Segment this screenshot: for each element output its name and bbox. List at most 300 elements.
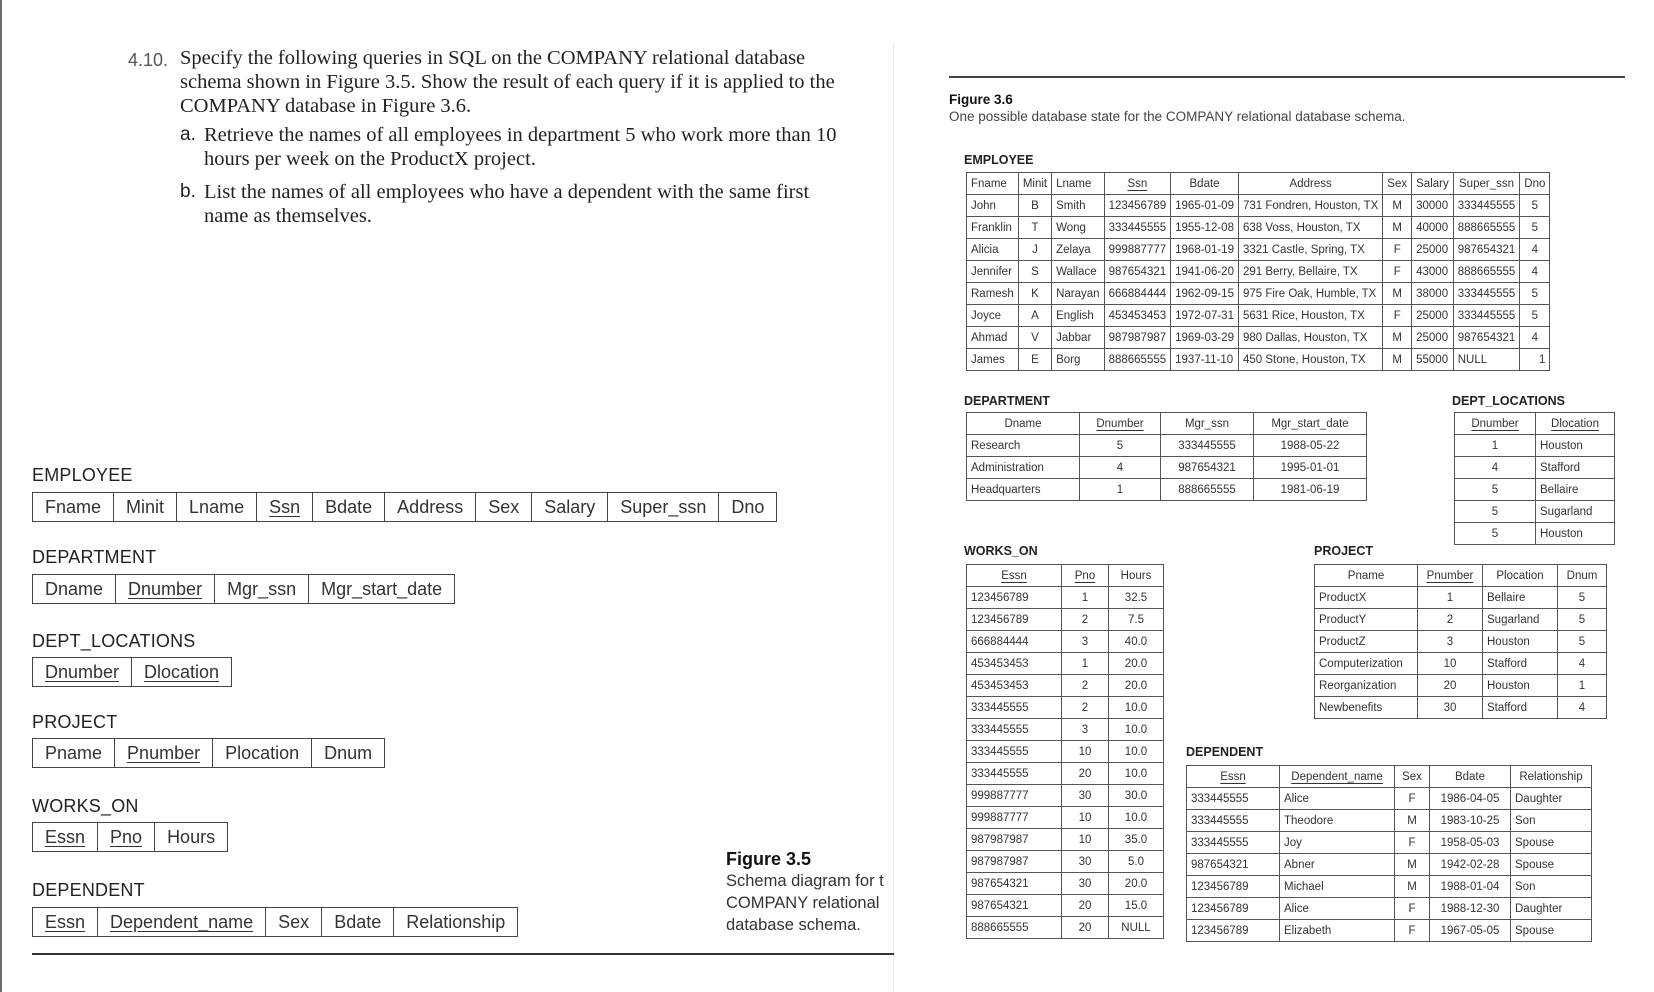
table-header-row bbox=[1187, 766, 1592, 788]
schema-attr: Dnum bbox=[324, 742, 373, 763]
column-header: Essn bbox=[967, 565, 1062, 587]
table-cell: Alice bbox=[1280, 898, 1395, 920]
table-cell: NULL bbox=[1109, 917, 1164, 939]
table-header-row bbox=[967, 413, 1367, 435]
table-cell: 25000 bbox=[1412, 239, 1454, 261]
table-cell: 888665555 bbox=[967, 917, 1062, 939]
table-row bbox=[1315, 653, 1607, 675]
column-header: Essn bbox=[1187, 766, 1280, 788]
schema-key-attr: Pno bbox=[98, 823, 155, 851]
table-row bbox=[967, 435, 1367, 457]
table-cell: 888665555 bbox=[1104, 349, 1171, 371]
table-cell: 888665555 bbox=[1161, 479, 1254, 501]
table-row bbox=[967, 305, 1550, 327]
exercise-item-text: Retrieve the names of all employees in department 5 who work more than 10 hours per week on the ProductX project. bbox=[204, 124, 837, 170]
figure-rule bbox=[32, 953, 894, 955]
table-cell: 2 bbox=[1062, 697, 1109, 719]
table-cell: 333445555 bbox=[1453, 283, 1520, 305]
table-cell: 1995-01-01 bbox=[1254, 457, 1367, 479]
table-cell: 638 Voss, Houston, TX bbox=[1238, 217, 1382, 239]
table-cell: 20.0 bbox=[1109, 873, 1164, 895]
figure-3-5-caption bbox=[726, 848, 896, 936]
table-cell: 20 bbox=[1062, 895, 1109, 917]
table-cell: 1969-03-29 bbox=[1171, 327, 1239, 349]
table-cell: 333445555 bbox=[967, 741, 1062, 763]
schema-attr: Bdate bbox=[313, 493, 385, 521]
schema-attr: Lname bbox=[177, 493, 257, 521]
table-cell: 666884444 bbox=[967, 631, 1062, 653]
table-cell: NULL bbox=[1453, 349, 1520, 371]
table-cell: 4 bbox=[1520, 261, 1550, 283]
column-header: Dnumber bbox=[1455, 413, 1536, 435]
table-cell: 987987987 bbox=[967, 829, 1062, 851]
schema-dept-locations-title: DEPT_LOCATIONS bbox=[32, 631, 196, 651]
column-header: Dname bbox=[967, 413, 1080, 435]
department-table-title: DEPARTMENT bbox=[964, 394, 1050, 408]
table-row bbox=[967, 609, 1164, 631]
table-row bbox=[967, 479, 1367, 501]
schema-attr: Dname bbox=[33, 575, 116, 603]
caption-line: Schema diagram for t bbox=[726, 872, 884, 890]
dependent-table bbox=[1186, 765, 1592, 942]
table-row bbox=[1315, 697, 1607, 719]
table-row bbox=[1187, 810, 1592, 832]
table-cell: 30 bbox=[1062, 873, 1109, 895]
figure-title: Figure 3.5 bbox=[726, 849, 812, 869]
table-cell: Research bbox=[967, 435, 1080, 457]
table-cell: 1 bbox=[1080, 479, 1161, 501]
table-cell: 4 bbox=[1558, 697, 1607, 719]
table-cell: 1958-05-03 bbox=[1430, 832, 1511, 854]
table-cell: 7.5 bbox=[1109, 609, 1164, 631]
table-header-row bbox=[967, 173, 1550, 195]
table-cell: 987654321 bbox=[967, 895, 1062, 917]
column-header: Sex bbox=[1395, 766, 1430, 788]
table-row bbox=[967, 349, 1550, 371]
table-cell: M bbox=[1383, 195, 1412, 217]
column-header: Dependent_name bbox=[1280, 766, 1395, 788]
table-cell: 15.0 bbox=[1109, 895, 1164, 917]
table-cell: Wallace bbox=[1052, 261, 1104, 283]
table-cell: Joyce bbox=[967, 305, 1019, 327]
schema-project-title: PROJECT bbox=[32, 712, 118, 732]
table-row bbox=[1455, 501, 1615, 523]
table-cell: John bbox=[967, 195, 1019, 217]
table-row bbox=[967, 785, 1164, 807]
column-header: Pnumber bbox=[1418, 565, 1483, 587]
table-cell: Stafford bbox=[1483, 697, 1558, 719]
column-header: Plocation bbox=[1483, 565, 1558, 587]
schema-works-on-title: WORKS_ON bbox=[32, 796, 139, 816]
table-cell: 980 Dallas, Houston, TX bbox=[1238, 327, 1382, 349]
table-row bbox=[967, 195, 1550, 217]
table-cell: Daughter bbox=[1511, 788, 1592, 810]
column-header: Salary bbox=[1412, 173, 1454, 195]
table-row bbox=[1455, 479, 1615, 501]
table-cell: 453453453 bbox=[1104, 305, 1171, 327]
table-cell: A bbox=[1018, 305, 1051, 327]
table-cell: Jabbar bbox=[1052, 327, 1104, 349]
table-row bbox=[967, 807, 1164, 829]
table-cell: 333445555 bbox=[967, 697, 1062, 719]
table-cell: 5 bbox=[1558, 631, 1607, 653]
project-table-title: PROJECT bbox=[1314, 544, 1374, 558]
table-cell: Son bbox=[1511, 810, 1592, 832]
schema-attr: Mgr_ssn bbox=[215, 575, 309, 603]
table-cell: 5 bbox=[1520, 283, 1550, 305]
schema-attr: Address bbox=[385, 493, 476, 521]
table-cell: James bbox=[967, 349, 1019, 371]
table-cell: 987654321 bbox=[1161, 457, 1254, 479]
column-header: Mgr_ssn bbox=[1161, 413, 1254, 435]
table-cell: 4 bbox=[1520, 239, 1550, 261]
table-cell: 5 bbox=[1455, 479, 1536, 501]
schema-key-attr: Essn bbox=[33, 908, 98, 936]
table-cell: Zelaya bbox=[1052, 239, 1104, 261]
table-cell: 1962-09-15 bbox=[1171, 283, 1239, 305]
table-cell: 20 bbox=[1062, 763, 1109, 785]
table-cell: ProductX bbox=[1315, 587, 1418, 609]
schema-works-on bbox=[32, 822, 228, 852]
schema-attr: Mgr_start_date bbox=[321, 578, 443, 599]
column-header: Bdate bbox=[1430, 766, 1511, 788]
schema-key-attr: Essn bbox=[33, 823, 98, 851]
column-header: Relationship bbox=[1511, 766, 1592, 788]
table-cell: M bbox=[1383, 349, 1412, 371]
table-cell: F bbox=[1383, 239, 1412, 261]
column-header: Super_ssn bbox=[1453, 173, 1520, 195]
schema-project bbox=[32, 738, 385, 768]
table-cell: E bbox=[1018, 349, 1051, 371]
table-cell: Administration bbox=[967, 457, 1080, 479]
table-cell: 30 bbox=[1062, 785, 1109, 807]
table-row bbox=[1187, 920, 1592, 942]
table-cell: 333445555 bbox=[1104, 217, 1171, 239]
table-cell: M bbox=[1383, 283, 1412, 305]
table-cell: 20 bbox=[1418, 675, 1483, 697]
table-cell: Spouse bbox=[1511, 854, 1592, 876]
table-cell: V bbox=[1018, 327, 1051, 349]
table-cell: 3321 Castle, Spring, TX bbox=[1238, 239, 1382, 261]
table-cell: 20.0 bbox=[1109, 653, 1164, 675]
table-cell: 333445555 bbox=[1453, 195, 1520, 217]
column-header: Address bbox=[1238, 173, 1382, 195]
table-row bbox=[1187, 854, 1592, 876]
table-row bbox=[967, 829, 1164, 851]
table-cell: 30 bbox=[1062, 851, 1109, 873]
table-cell: 10 bbox=[1062, 807, 1109, 829]
table-cell: 1 bbox=[1455, 435, 1536, 457]
table-cell: 10 bbox=[1062, 741, 1109, 763]
table-cell: Daughter bbox=[1511, 898, 1592, 920]
table-cell: 999887777 bbox=[967, 807, 1062, 829]
table-cell: 2 bbox=[1062, 675, 1109, 697]
column-header: Hours bbox=[1109, 565, 1164, 587]
exercise-item-label: b. bbox=[180, 181, 196, 202]
table-cell: Theodore bbox=[1280, 810, 1395, 832]
table-cell: 20.0 bbox=[1109, 675, 1164, 697]
table-cell: Ahmad bbox=[967, 327, 1019, 349]
table-cell: 888665555 bbox=[1453, 217, 1520, 239]
schema-department bbox=[32, 574, 455, 604]
table-cell: 1 bbox=[1062, 587, 1109, 609]
schema-employee bbox=[32, 492, 777, 522]
dept-locations-table-title: DEPT_LOCATIONS bbox=[1452, 394, 1565, 408]
table-cell: 5 bbox=[1520, 195, 1550, 217]
table-cell: Franklin bbox=[967, 217, 1019, 239]
table-row bbox=[1455, 457, 1615, 479]
table-cell: Joy bbox=[1280, 832, 1395, 854]
table-cell: Sugarland bbox=[1483, 609, 1558, 631]
column-header: Dnumber bbox=[1080, 413, 1161, 435]
exercise-intro: Specify the following queries in SQL on the COMPANY relational database schema shown in Figure 3.5. Show the result of each query if it is applied to the COMPANY database in Figure 3.6. bbox=[180, 47, 835, 117]
table-cell: Alicia bbox=[967, 239, 1019, 261]
figure-caption: One possible database state for the COMPANY relational database schema. bbox=[949, 109, 1406, 124]
table-cell: 1967-05-05 bbox=[1430, 920, 1511, 942]
table-cell: Sugarland bbox=[1536, 501, 1615, 523]
table-cell: 291 Berry, Bellaire, TX bbox=[1238, 261, 1382, 283]
table-cell: Newbenefits bbox=[1315, 697, 1418, 719]
table-row bbox=[967, 653, 1164, 675]
table-cell: 123456789 bbox=[1187, 898, 1280, 920]
table-cell: 10 bbox=[1418, 653, 1483, 675]
table-row bbox=[967, 239, 1550, 261]
table-cell: Smith bbox=[1052, 195, 1104, 217]
table-cell: Michael bbox=[1280, 876, 1395, 898]
table-row bbox=[967, 457, 1367, 479]
table-cell: 333445555 bbox=[1187, 788, 1280, 810]
table-cell: F bbox=[1395, 898, 1430, 920]
table-cell: 1942-02-28 bbox=[1430, 854, 1511, 876]
schema-dept-locations bbox=[32, 657, 232, 687]
table-cell: 123456789 bbox=[1187, 876, 1280, 898]
table-row bbox=[1315, 587, 1607, 609]
table-cell: 666884444 bbox=[1104, 283, 1171, 305]
table-cell: 5 bbox=[1455, 501, 1536, 523]
column-header: Minit bbox=[1018, 173, 1051, 195]
exercise-item-label: a. bbox=[180, 124, 196, 145]
table-cell: 987654321 bbox=[967, 873, 1062, 895]
table-row bbox=[1187, 876, 1592, 898]
table-cell: 43000 bbox=[1412, 261, 1454, 283]
table-cell: 987654321 bbox=[1104, 261, 1171, 283]
table-cell: Houston bbox=[1536, 435, 1615, 457]
column-header: Fname bbox=[967, 173, 1019, 195]
table-cell: 38000 bbox=[1412, 283, 1454, 305]
table-cell: Spouse bbox=[1511, 920, 1592, 942]
table-cell: K bbox=[1018, 283, 1051, 305]
table-cell: M bbox=[1383, 217, 1412, 239]
table-row bbox=[1315, 675, 1607, 697]
table-cell: 123456789 bbox=[1187, 920, 1280, 942]
column-header: Bdate bbox=[1171, 173, 1239, 195]
table-cell: 987987987 bbox=[1104, 327, 1171, 349]
table-row bbox=[967, 261, 1550, 283]
table-cell: 5.0 bbox=[1109, 851, 1164, 873]
table-cell: 975 Fire Oak, Humble, TX bbox=[1238, 283, 1382, 305]
table-cell: M bbox=[1395, 876, 1430, 898]
table-cell: 10.0 bbox=[1109, 719, 1164, 741]
table-cell: English bbox=[1052, 305, 1104, 327]
table-cell: 5 bbox=[1080, 435, 1161, 457]
table-row bbox=[1315, 609, 1607, 631]
schema-attr: Plocation bbox=[213, 739, 312, 767]
table-cell: 999887777 bbox=[967, 785, 1062, 807]
schema-dependent-title: DEPENDENT bbox=[32, 880, 145, 900]
table-cell: F bbox=[1395, 788, 1430, 810]
figure-rule bbox=[949, 76, 1625, 78]
column-header: Dlocation bbox=[1536, 413, 1615, 435]
schema-dependent bbox=[32, 907, 518, 937]
table-row bbox=[1455, 435, 1615, 457]
exercise-number: 4.10. bbox=[128, 50, 169, 70]
schema-attr: Bdate bbox=[322, 908, 394, 936]
table-cell: 10.0 bbox=[1109, 807, 1164, 829]
table-cell: 731 Fondren, Houston, TX bbox=[1238, 195, 1382, 217]
schema-key-attr: Dependent_name bbox=[98, 908, 266, 936]
department-table bbox=[966, 412, 1367, 501]
table-cell: Ramesh bbox=[967, 283, 1019, 305]
table-cell: Stafford bbox=[1536, 457, 1615, 479]
table-cell: 1955-12-08 bbox=[1171, 217, 1239, 239]
table-row bbox=[967, 895, 1164, 917]
table-cell: 987654321 bbox=[1453, 327, 1520, 349]
table-row bbox=[967, 587, 1164, 609]
table-row bbox=[967, 719, 1164, 741]
table-cell: 1988-01-04 bbox=[1430, 876, 1511, 898]
works-on-table bbox=[966, 564, 1164, 939]
table-cell: 1972-07-31 bbox=[1171, 305, 1239, 327]
table-cell: F bbox=[1395, 832, 1430, 854]
schema-attr: Relationship bbox=[406, 911, 506, 932]
table-cell: B bbox=[1018, 195, 1051, 217]
table-cell: 4 bbox=[1455, 457, 1536, 479]
table-cell: ProductZ bbox=[1315, 631, 1418, 653]
table-cell: 5 bbox=[1558, 609, 1607, 631]
table-cell: 30 bbox=[1418, 697, 1483, 719]
table-cell: Alice bbox=[1280, 788, 1395, 810]
table-cell: 333445555 bbox=[1187, 832, 1280, 854]
table-row bbox=[967, 283, 1550, 305]
table-cell: 40.0 bbox=[1109, 631, 1164, 653]
schema-attr: Fname bbox=[33, 493, 114, 521]
table-cell: 20 bbox=[1062, 917, 1109, 939]
exercise-item-text: List the names of all employees who have a dependent with the same first name as themselves. bbox=[204, 181, 810, 227]
table-cell: 123456789 bbox=[1104, 195, 1171, 217]
table-cell: 1965-01-09 bbox=[1171, 195, 1239, 217]
schema-key-attr: Ssn bbox=[257, 493, 313, 521]
figure-title: Figure 3.6 bbox=[949, 92, 1013, 107]
project-table bbox=[1314, 564, 1607, 719]
table-cell: 333445555 bbox=[1161, 435, 1254, 457]
dept-locations-table bbox=[1454, 412, 1615, 545]
column-header: Ssn bbox=[1104, 173, 1171, 195]
schema-attr: Sex bbox=[266, 908, 322, 936]
table-cell: 1 bbox=[1558, 675, 1607, 697]
table-cell: Houston bbox=[1536, 523, 1615, 545]
table-cell: M bbox=[1395, 810, 1430, 832]
table-cell: 1988-05-22 bbox=[1254, 435, 1367, 457]
schema-attr: Hours bbox=[167, 826, 216, 847]
table-cell: 888665555 bbox=[1453, 261, 1520, 283]
schema-attr: Sex bbox=[476, 493, 532, 521]
schema-attr: Minit bbox=[114, 493, 177, 521]
table-cell: 40000 bbox=[1412, 217, 1454, 239]
table-cell: 123456789 bbox=[967, 609, 1062, 631]
table-cell: 333445555 bbox=[1453, 305, 1520, 327]
table-row bbox=[1187, 832, 1592, 854]
table-row bbox=[967, 873, 1164, 895]
table-cell: 4 bbox=[1558, 653, 1607, 675]
column-header: Dno bbox=[1520, 173, 1550, 195]
table-cell: F bbox=[1383, 305, 1412, 327]
table-cell: 10.0 bbox=[1109, 697, 1164, 719]
table-cell: 333445555 bbox=[967, 763, 1062, 785]
table-cell: 1986-04-05 bbox=[1430, 788, 1511, 810]
table-cell: 3 bbox=[1418, 631, 1483, 653]
table-cell: 3 bbox=[1062, 719, 1109, 741]
schema-key-attr: Dnumber bbox=[33, 658, 132, 686]
schema-attr: Salary bbox=[532, 493, 608, 521]
table-cell: M bbox=[1383, 327, 1412, 349]
table-cell: J bbox=[1018, 239, 1051, 261]
table-cell: 3 bbox=[1062, 631, 1109, 653]
table-cell: 55000 bbox=[1412, 349, 1454, 371]
schema-attr: Dno bbox=[731, 496, 765, 517]
dependent-table-title: DEPENDENT bbox=[1186, 745, 1264, 759]
table-cell: 1 bbox=[1520, 349, 1550, 371]
table-cell: Abner bbox=[1280, 854, 1395, 876]
table-cell: 30.0 bbox=[1109, 785, 1164, 807]
table-cell: 453453453 bbox=[967, 675, 1062, 697]
table-cell: 1 bbox=[1418, 587, 1483, 609]
column-header: Sex bbox=[1383, 173, 1412, 195]
table-header-row bbox=[967, 565, 1164, 587]
table-cell: 25000 bbox=[1412, 327, 1454, 349]
schema-attr: Pname bbox=[33, 739, 115, 767]
table-header-row bbox=[1455, 413, 1615, 435]
table-cell: Borg bbox=[1052, 349, 1104, 371]
schema-key-attr: Dnumber bbox=[116, 575, 215, 603]
table-cell: Stafford bbox=[1483, 653, 1558, 675]
table-cell: ProductY bbox=[1315, 609, 1418, 631]
table-row bbox=[967, 327, 1550, 349]
table-cell: 5631 Rice, Houston, TX bbox=[1238, 305, 1382, 327]
table-cell: 333445555 bbox=[1187, 810, 1280, 832]
table-cell: Spouse bbox=[1511, 832, 1592, 854]
table-row bbox=[967, 697, 1164, 719]
column-header: Pno bbox=[1062, 565, 1109, 587]
table-cell: F bbox=[1395, 920, 1430, 942]
table-row bbox=[967, 631, 1164, 653]
table-cell: 333445555 bbox=[967, 719, 1062, 741]
table-row bbox=[967, 917, 1164, 939]
table-cell: Wong bbox=[1052, 217, 1104, 239]
column-header: Pname bbox=[1315, 565, 1418, 587]
table-cell: 32.5 bbox=[1109, 587, 1164, 609]
table-row bbox=[1455, 523, 1615, 545]
caption-line: COMPANY relational bbox=[726, 894, 880, 912]
table-cell: 1988-12-30 bbox=[1430, 898, 1511, 920]
table-cell: 2 bbox=[1418, 609, 1483, 631]
table-row bbox=[967, 675, 1164, 697]
table-cell: 123456789 bbox=[967, 587, 1062, 609]
schema-key-attr: Dlocation bbox=[144, 661, 220, 682]
table-cell: 987654321 bbox=[1453, 239, 1520, 261]
column-header: Lname bbox=[1052, 173, 1104, 195]
table-cell: Houston bbox=[1483, 631, 1558, 653]
table-cell: 5 bbox=[1520, 305, 1550, 327]
